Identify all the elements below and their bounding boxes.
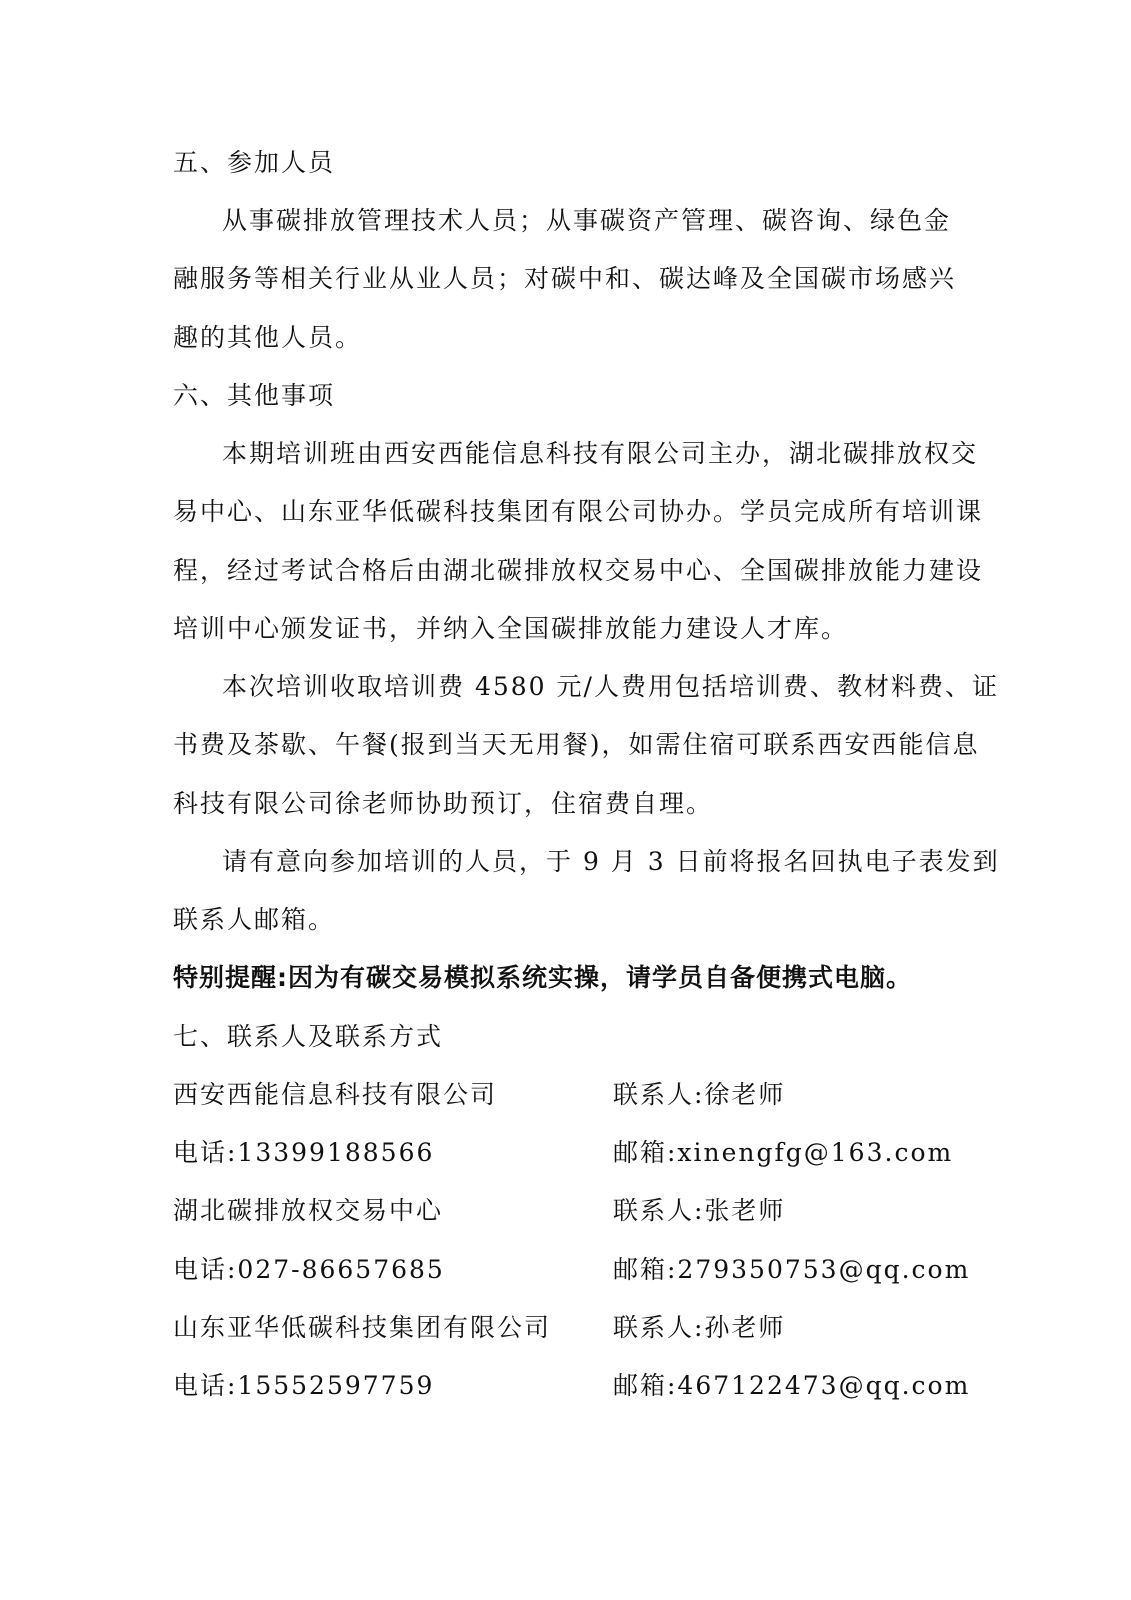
section-5-heading: 五、参加人员 — [173, 148, 336, 177]
section-5-line-1: 从事碳排放管理技术人员；从事碳资产管理、碳咨询、绿色金 — [222, 206, 952, 235]
section-7-heading: 七、联系人及联系方式 — [173, 1022, 444, 1051]
section-6-para2-line-1: 本次培训收取培训费 4580 元/人费用包括培训费、教材料费、证 — [222, 672, 999, 701]
section-6-para2-line-2: 书费及茶歇、午餐(报到当天无用餐)，如需住宿可联系西安西能信息 — [173, 730, 980, 759]
contact-email-3: 邮箱:467122473@qq.com — [613, 1371, 971, 1400]
contact-phone-2: 电话:027-86657685 — [173, 1255, 445, 1284]
contact-org-3: 山东亚华低碳科技集团有限公司 — [173, 1313, 552, 1342]
section-6-heading: 六、其他事项 — [173, 381, 336, 410]
section-6-para1-line-4: 培训中心颁发证书，并纳入全国碳排放能力建设人才库。 — [173, 614, 849, 643]
section-6-para3-line-2: 联系人邮箱。 — [173, 905, 336, 934]
special-reminder: 特别提醒:因为有碳交易模拟系统实操，请学员自备便携式电脑。 — [173, 963, 913, 992]
section-6-para3-line-1: 请有意向参加培训的人员，于 9 月 3 日前将报名回执电子表发到 — [222, 847, 1000, 876]
contact-person-1: 联系人:徐老师 — [613, 1080, 786, 1109]
contact-email-1: 邮箱:xinengfg@163.com — [613, 1138, 954, 1167]
section-6-para1-line-1: 本期培训班由西安西能信息科技有限公司主办，湖北碳排放权交 — [222, 439, 979, 468]
contact-person-2: 联系人:张老师 — [613, 1196, 786, 1225]
contact-person-3: 联系人:孙老师 — [613, 1313, 786, 1342]
section-6-para1-line-3: 程，经过考试合格后由湖北碳排放权交易中心、全国碳排放能力建设 — [173, 556, 984, 585]
contact-org-1: 西安西能信息科技有限公司 — [173, 1080, 498, 1109]
section-5-line-3: 趣的其他人员。 — [173, 323, 363, 352]
section-5-line-2: 融服务等相关行业从业人员；对碳中和、碳达峰及全国碳市场感兴 — [173, 264, 957, 293]
contact-email-2: 邮箱:279350753@qq.com — [613, 1255, 971, 1284]
contact-org-2: 湖北碳排放权交易中心 — [173, 1196, 444, 1225]
contact-phone-3: 电话:15552597759 — [173, 1371, 435, 1400]
section-6-para1-line-2: 易中心、山东亚华低碳科技集团有限公司协办。学员完成所有培训课 — [173, 497, 984, 526]
contact-phone-1: 电话:13399188566 — [173, 1138, 435, 1167]
section-6-para2-line-3: 科技有限公司徐老师协助预订，住宿费自理。 — [173, 789, 714, 818]
